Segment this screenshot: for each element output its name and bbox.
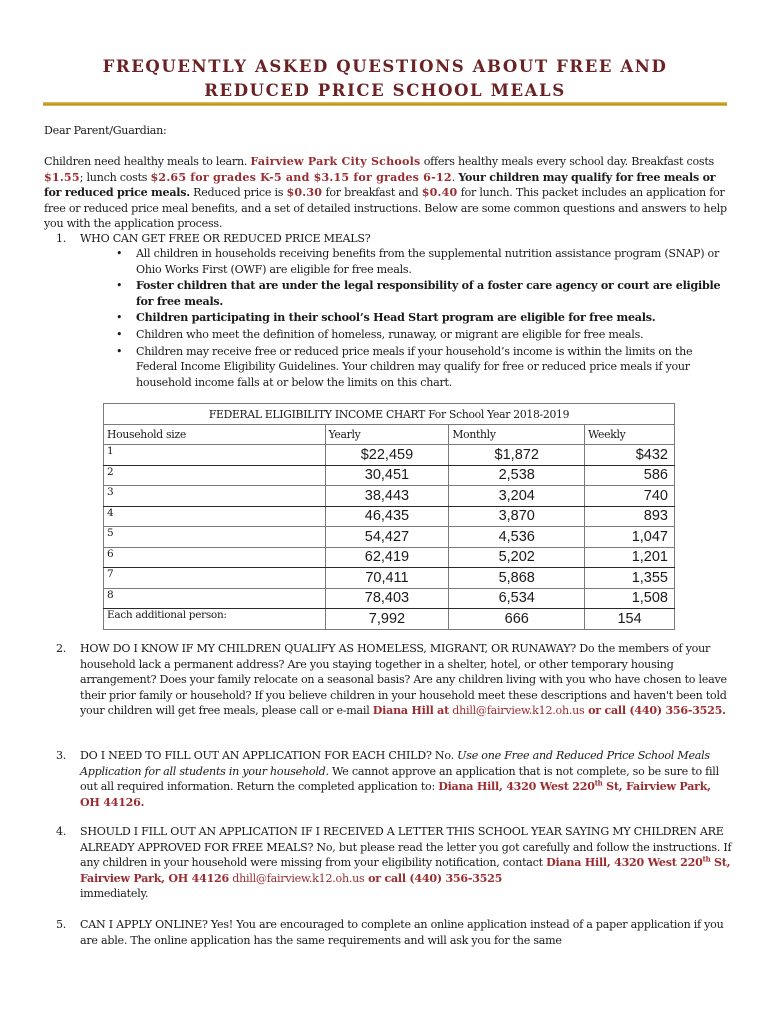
monthly-cell: 3,204 <box>449 486 585 507</box>
faq-answer: CAN I APPLY ONLINE? Yes! You are encouraged to complete an online application instead of a paper application if you are able. The online application has the same requirements and will ask you for the same <box>80 918 724 947</box>
bullet-item <box>112 246 722 277</box>
household-size-cell: 4 <box>104 506 326 527</box>
monthly-cell: 4,536 <box>449 527 585 548</box>
faq-text: HOW DO I KNOW IF MY CHILDREN QUALIFY AS HOMELESS, MIGRANT, OR RUNAWAY? Do the members of your household lack a permanent address? Are you staying together in a shelter, hotel, or other temporary housing arrangement? Does your family relocate on a seasonal basis? Are any children living with you who have chosen to leave their prior family or household? If you believe children in your household meet these descriptions and haven't been told your children will get free meals, please call or e-mail <box>80 642 727 718</box>
intro-text: for lunch. This packet includes an application for free or reduced price meal benefits, and a set of detailed instructions. Below are some common questions and answers to help you with the application process. <box>44 186 727 231</box>
bullet-icon: • <box>116 279 123 293</box>
yearly-cell: 30,451 <box>325 465 449 486</box>
faq-text: immediately. <box>80 887 149 901</box>
faq-question: DO I NEED TO FILL OUT AN APPLICATION FOR EACH CHILD? No. <box>80 749 458 762</box>
intro-text: ; lunch costs <box>79 170 151 184</box>
weekly-cell: 1,201 <box>585 547 675 568</box>
yearly-cell: 7,992 <box>325 609 449 630</box>
table-row <box>104 486 675 507</box>
bullet-item <box>112 310 722 326</box>
weekly-cell: 893 <box>585 506 675 527</box>
monthly-cell: 5,202 <box>449 547 585 568</box>
bullet-item <box>112 327 722 343</box>
column-header-monthly: Monthly <box>449 425 585 445</box>
address-part: St, Fairview Park, OH 44126 <box>80 856 731 885</box>
monthly-cell: 2,538 <box>449 465 585 486</box>
bullet-icon: • <box>116 311 123 325</box>
faq-item-1 <box>44 231 734 247</box>
household-size-cell: 8 <box>104 588 326 609</box>
intro-paragraph <box>44 154 734 232</box>
household-size-cell: 3 <box>104 486 326 507</box>
faq-number: 1. <box>56 232 67 245</box>
lunch-prices: $2.65 for grades K-5 and $3.15 for grades 6-12 <box>150 170 452 184</box>
title-divider <box>43 102 727 106</box>
address-part: Diana Hill, 4320 West 220 <box>438 780 595 794</box>
page-title <box>43 55 727 103</box>
bullet-item <box>112 344 722 391</box>
yearly-cell: 62,419 <box>325 547 449 568</box>
bullet-icon: • <box>116 247 123 260</box>
address-superscript: th <box>594 778 603 788</box>
table-row <box>104 506 675 527</box>
eligibility-bullet-list <box>112 246 722 391</box>
faq-number: 3. <box>56 749 67 762</box>
faq-answer <box>80 824 734 902</box>
faq-answer <box>80 748 734 810</box>
weekly-cell: 1,508 <box>585 588 675 609</box>
weekly-cell: 1,355 <box>585 568 675 589</box>
table-caption: FEDERAL ELIGIBILITY INCOME CHART For School Year 2018-2019 <box>104 404 675 425</box>
faq-text: We cannot approve an application that is not complete, so be sure to fill out all required information. Return the completed application to: <box>80 764 719 794</box>
reduced-lunch-price: $0.40 <box>421 186 458 200</box>
bullet-item <box>112 278 722 309</box>
bullet-text: Children participating in their school’s Head Start program are eligible for free meals. <box>136 311 656 325</box>
faq-item-4 <box>44 824 734 902</box>
yearly-cell: 54,427 <box>325 527 449 548</box>
household-size-cell: 1 <box>104 445 326 466</box>
weekly-cell: $432 <box>585 445 675 466</box>
intro-text: Children need healthy meals to learn. <box>44 155 251 168</box>
faq-number: 5. <box>56 918 67 931</box>
table-row <box>104 568 675 589</box>
intro-text: . <box>451 170 459 184</box>
table-row <box>104 445 675 466</box>
bullet-text: Children may receive free or reduced price meals if your household’s income is within the limits on the Federal Income Eligibility Guidelines. Your children may qualify for free or reduced price meals if your household income falls at or below the limits on this chart. <box>136 344 693 389</box>
district-name: Fairview Park City Schools <box>250 155 421 168</box>
table-row <box>104 465 675 486</box>
contact-phone: or call (440) 356-3525 <box>364 871 503 885</box>
faq-item-5 <box>44 917 734 948</box>
faq-question: WHO CAN GET FREE OR REDUCED PRICE MEALS? <box>80 232 371 245</box>
bullet-text: Foster children that are under the legal responsibility of a foster care agency or court are eligible for free meals. <box>136 279 721 308</box>
household-size-cell: 6 <box>104 547 326 568</box>
intro-text: Reduced price is <box>189 186 287 200</box>
faq-item-3 <box>44 748 734 810</box>
monthly-cell: 3,870 <box>449 506 585 527</box>
faq-question: SHOULD I FILL OUT AN APPLICATION IF I RECEIVED A LETTER THIS SCHOOL YEAR SAYING MY CHILDREN ARE ALREADY APPROVED FOR FREE MEALS? <box>80 825 724 854</box>
bullet-icon: • <box>116 344 123 358</box>
intro-text: for breakfast and <box>322 186 422 200</box>
contact-email-link[interactable]: dhill@fairview.k12.oh.us <box>229 871 365 885</box>
table-row <box>104 527 675 548</box>
greeting: Dear Parent/Guardian: <box>44 124 167 137</box>
address-part: St, Fairview Park, OH 44126. <box>80 780 711 809</box>
monthly-cell: 666 <box>449 609 585 630</box>
column-header-household-size: Household size <box>104 425 326 445</box>
faq-number: 4. <box>56 825 67 838</box>
title-line-2: REDUCED PRICE SCHOOL MEALS <box>204 81 566 100</box>
household-size-cell: 7 <box>104 568 326 589</box>
faq-number: 2. <box>56 642 67 655</box>
contact-name: Diana Hill at <box>372 704 449 718</box>
column-header-yearly: Yearly <box>325 425 449 445</box>
yearly-cell: 38,443 <box>325 486 449 507</box>
yearly-cell: 70,411 <box>325 568 449 589</box>
income-eligibility-table <box>103 403 675 630</box>
monthly-cell: 6,534 <box>449 588 585 609</box>
contact-phone: or call (440) 356-3525. <box>584 704 726 718</box>
breakfast-price: $1.55 <box>44 170 80 184</box>
monthly-cell: 5,868 <box>449 568 585 589</box>
bullet-text: Children who meet the definition of homeless, runaway, or migrant are eligible for free meals. <box>136 327 644 341</box>
table-row <box>104 588 675 609</box>
weekly-cell: 154 <box>585 609 675 630</box>
title-line-1: FREQUENTLY ASKED QUESTIONS ABOUT FREE AND <box>102 57 668 76</box>
reduced-breakfast-price: $0.30 <box>286 186 323 200</box>
yearly-cell: 78,403 <box>325 588 449 609</box>
household-size-cell: 2 <box>104 465 326 486</box>
column-header-weekly: Weekly <box>585 425 675 445</box>
address-part: Diana Hill, 4320 West 220 <box>546 856 703 870</box>
household-size-cell: Each additional person: <box>104 609 326 630</box>
address-superscript: th <box>702 854 711 864</box>
household-size-cell: 5 <box>104 527 326 548</box>
intro-text: offers healthy meals every school day. Breakfast costs <box>420 155 714 168</box>
table-row <box>104 609 675 630</box>
weekly-cell: 1,047 <box>585 527 675 548</box>
table-row <box>104 547 675 568</box>
faq-emphasis: Use one Free and Reduced Price School Meals Application for all students in your household. <box>80 749 710 778</box>
faq-text: No, but please read the letter you got carefully and follow the instructions. If any children in your household were missing from your eligibility notification, contact <box>80 840 732 870</box>
yearly-cell: $22,459 <box>325 445 449 466</box>
faq-item-2 <box>44 641 734 719</box>
bullet-icon: • <box>116 327 123 341</box>
contact-email-link[interactable]: dhill@fairview.k12.oh.us <box>452 704 585 718</box>
faq-answer <box>80 641 734 719</box>
yearly-cell: 46,435 <box>325 506 449 527</box>
weekly-cell: 586 <box>585 465 675 486</box>
weekly-cell: 740 <box>585 486 675 507</box>
bullet-text: All children in households receiving benefits from the supplemental nutrition assistance program (SNAP) or Ohio Works First (OWF) are eligible for free meals. <box>136 247 720 276</box>
qualify-statement: Your children may qualify for free meals or for reduced price meals. <box>44 170 716 200</box>
monthly-cell: $1,872 <box>449 445 585 466</box>
